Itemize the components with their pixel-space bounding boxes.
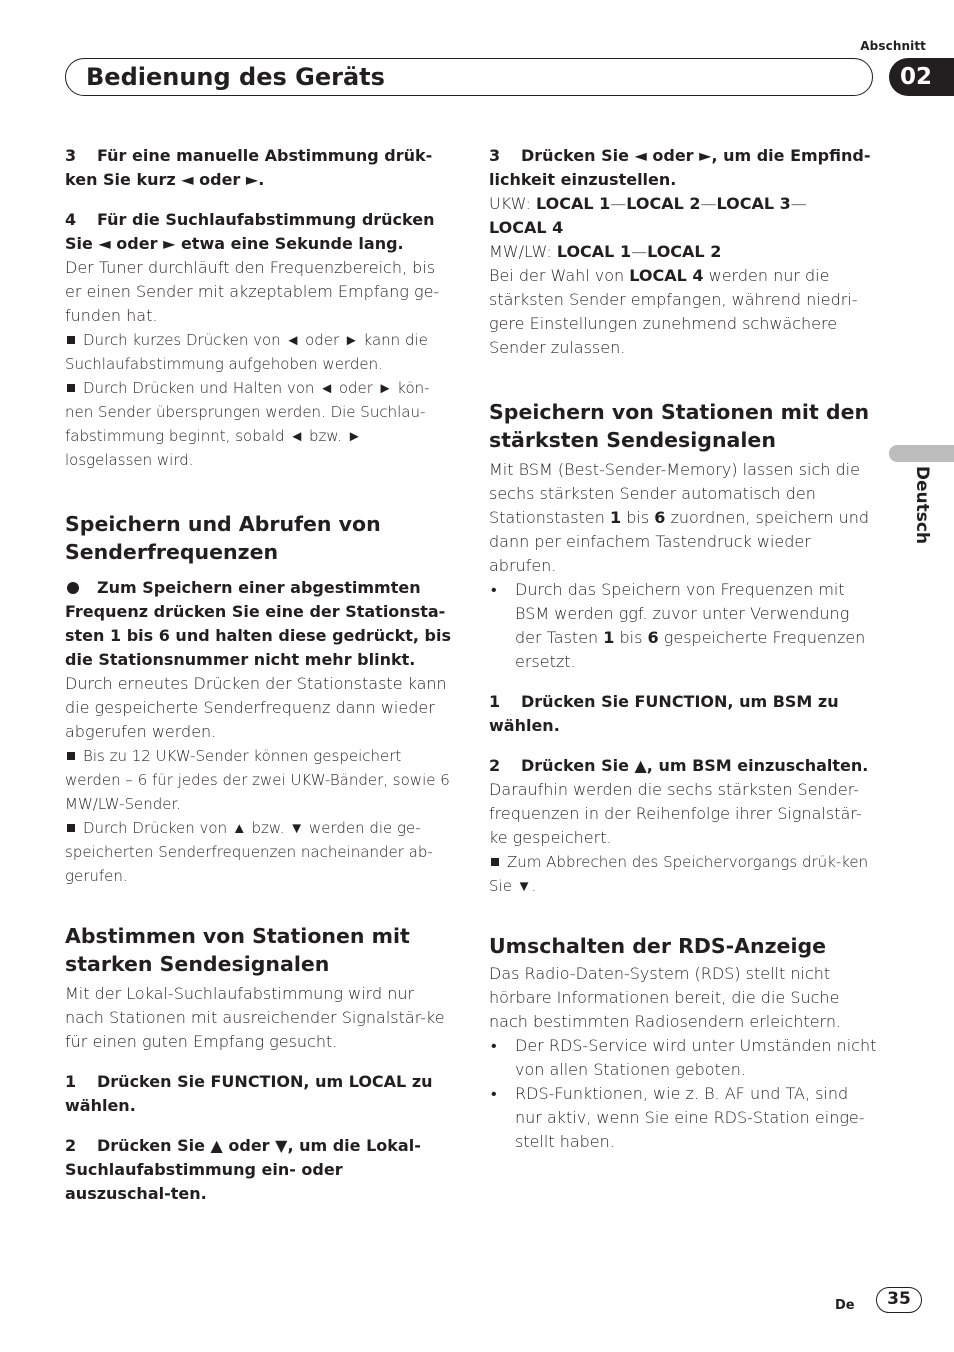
- square-bullet-icon: [67, 752, 75, 760]
- paragraph-local-tuning: Mit der Lokal-Suchlaufabstimmung wird nur nach Stationen mit ausreichender Signalstär-ke für einen guten Empfang gesucht.: [65, 984, 445, 1051]
- bullet-rds-service: • Der RDS-Service wird unter Umständen nicht von allen Stationen geboten.: [491, 1036, 877, 1079]
- paragraph-rds: Das Radio-Daten-System (RDS) stellt nicht hörbare Informationen bereit, die die Suche nach bestimmten Radiosendern erleichtern.: [489, 964, 842, 1031]
- mwlw-levels: MW/LW: LOCAL 1—LOCAL 2: [489, 242, 722, 261]
- note-cycle-stations: Durch Drücken von ▲ bzw. ▼ werden die ge-speicherten Senderfrequenzen nacheinander ab-gerufen.: [65, 819, 433, 885]
- section-label: Abschnitt: [860, 39, 926, 53]
- heading-store-recall: Speichern und Abrufen von Senderfrequenzen: [65, 512, 381, 564]
- square-bullet-icon: [491, 858, 499, 866]
- right-column: [489, 144, 877, 1154]
- heading-rds: Umschalten der RDS-Anzeige: [489, 934, 827, 958]
- bullet-bsm-overwrite: • Durch das Speichern von Frequenzen mit BSM werden ggf. zuvor unter Verwendung der Tasten 1 bis 6 gespeicherte Frequenzen ersetzt.: [491, 580, 866, 671]
- disc-bullet-icon: [67, 582, 79, 594]
- square-bullet-icon: [67, 824, 75, 832]
- paragraph-tuner-seek: Der Tuner durchläuft den Frequenzbereich, bis er einen Sender mit akzeptablem Empfang ge-funden hat.: [65, 258, 440, 325]
- step-2-enable-bsm: 2 Drücken Sie ▲, um BSM einzuschalten.: [489, 756, 869, 775]
- chapter-badge: 02: [889, 58, 954, 96]
- note-skip-stations: Durch Drücken und Halten von ◄ oder ► kön-nen Sender übersprungen werden. Die Suchlau-fabstimmung beginnt, sobald ◄ bzw. ► losgelassen wird.: [65, 379, 430, 469]
- page-title-box: [65, 58, 873, 96]
- page-number: 35: [876, 1287, 922, 1313]
- instruction-store-frequency: Zum Speichern einer abgestimmten Frequenz drücken Sie eine der Stationsta-sten 1 bis 6 und halten diese gedrückt, bis die Stationsnummer nicht mehr blinkt.: [65, 578, 452, 669]
- footer-language: De: [835, 1298, 855, 1313]
- step-1-select-local: 1 Drücken Sie FUNCTION, um LOCAL zu wählen.: [65, 1072, 433, 1115]
- page-title: Bedienung des Geräts: [86, 63, 385, 91]
- note-cancel-seek: Durch kurzes Drücken von ◄ oder ► kann die Suchlaufabstimmung aufgehoben werden.: [65, 331, 428, 373]
- step-3-manual-tuning: 3 Für eine manuelle Abstimmung drük-ken Sie kurz ◄ oder ►.: [65, 146, 433, 189]
- step-3-sensitivity: 3 Drücken Sie ◄ oder ►, um die Empfind-lichkeit einzustellen.: [489, 146, 871, 189]
- square-bullet-icon: [67, 384, 75, 392]
- square-bullet-icon: [67, 336, 75, 344]
- paragraph-local4: Bei der Wahl von LOCAL 4 werden nur die stärksten Sender empfangen, während niedri-gere Einstellungen zunehmend schwächere Sender zulassen.: [489, 266, 858, 357]
- paragraph-bsm-result: Daraufhin werden die sechs stärksten Sender-frequenzen in der Reihenfolge ihrer Signalstär-ke gespeichert.: [489, 780, 862, 847]
- bullet-rds-functions: • RDS-Funktionen, wie z. B. AF und TA, sind nur aktiv, wenn Sie eine RDS-Station einge-stellt haben.: [491, 1084, 865, 1151]
- paragraph-recall: Durch erneutes Drücken der Stationstaste kann die gespeicherte Senderfrequenz dann wieder abgerufen werden.: [65, 674, 447, 741]
- step-4-seek-tuning: 4 Für die Suchlaufabstimmung drücken Sie ◄ oder ► etwa eine Sekunde lang.: [65, 210, 435, 253]
- step-2-toggle-local: 2 Drücken Sie ▲ oder ▼, um die Lokal-Suchlaufabstimmung ein- oder auszuschal-ten.: [65, 1136, 421, 1203]
- note-cancel-bsm: Zum Abbrechen des Speichervorgangs drük-ken Sie ▼.: [489, 853, 869, 895]
- heading-bsm: Speichern von Stationen mit den stärksten Sendesignalen: [489, 400, 870, 452]
- language-tab-marker: [889, 445, 954, 462]
- ukw-levels: UKW: LOCAL 1—LOCAL 2—LOCAL 3— LOCAL 4: [489, 194, 807, 237]
- left-column: [65, 144, 453, 1206]
- step-1-select-bsm: 1 Drücken Sie FUNCTION, um BSM zu wählen.: [489, 692, 839, 735]
- paragraph-bsm: Mit BSM (Best-Sender-Memory) lassen sich die sechs stärksten Sender automatisch den Stationstasten 1 bis 6 zuordnen, speichern und dann per einfachem Tastendruck wieder abrufen.: [489, 460, 870, 575]
- note-12-stations: Bis zu 12 UKW-Sender können gespeichert werden – 6 für jedes der zwei UKW-Bänder, sowie 6 MW/LW-Sender.: [65, 747, 450, 813]
- language-tab-label: Deutsch: [912, 465, 932, 545]
- heading-local-tuning: Abstimmen von Stationen mit starken Sendesignalen: [65, 924, 410, 976]
